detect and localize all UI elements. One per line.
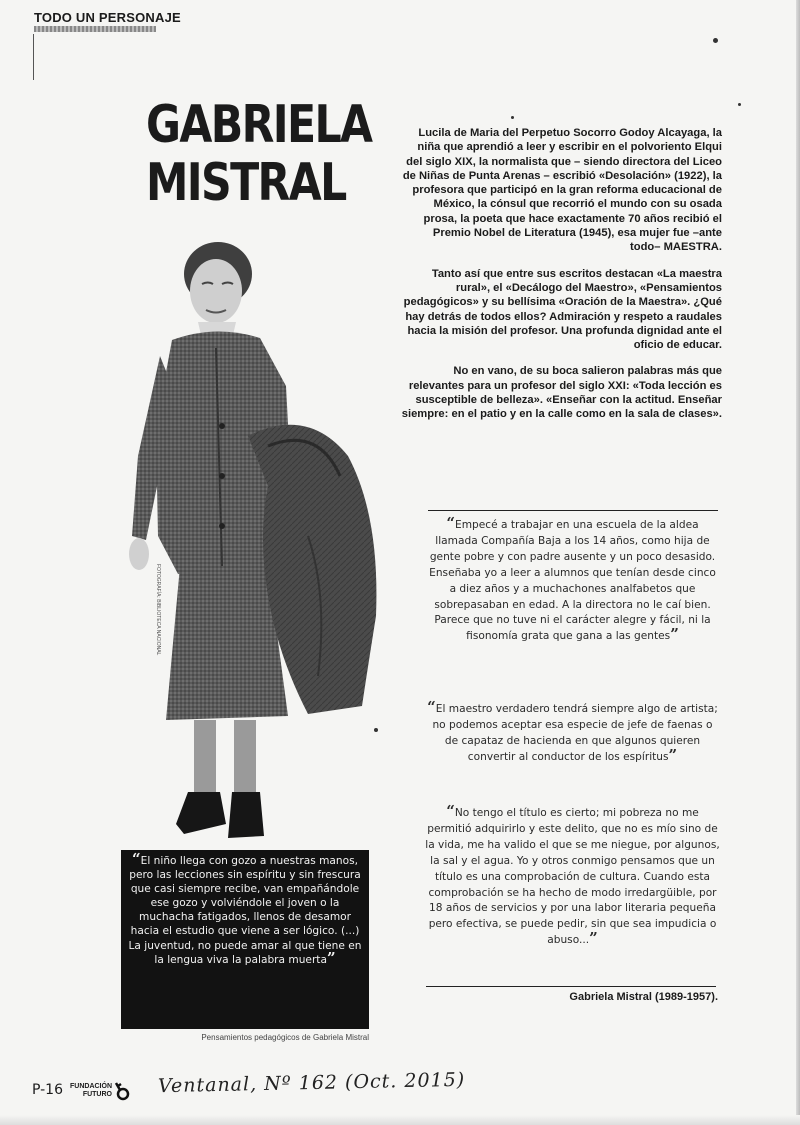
title-line-2: MISTRAL: [146, 153, 346, 213]
quotes-top-rule: [428, 510, 718, 511]
portrait-photo: [118, 236, 403, 844]
pull-quote-box: [121, 850, 369, 1029]
open-quote-mark: “: [446, 802, 455, 820]
open-quote-mark: “: [446, 514, 456, 532]
quote-2-text: El maestro verdadero tendrá siempre algo de artista; no podemos aceptar esa especie de jefe de faenas o de capataz de hacienda en que algunos quieren convertir al conductor de los espíritus: [432, 703, 718, 763]
photo-credit: FOTOGRAFÍA: BIBLIOTECA NACIONAL: [155, 564, 161, 656]
open-quote-mark: “: [427, 698, 436, 716]
intro-text: [400, 126, 722, 434]
margin-rule: [33, 34, 34, 80]
quote-attribution: Gabriela Mistral (1989-1957).: [569, 991, 718, 1003]
section-label: TODO UN PERSONAJE: [34, 10, 181, 25]
key-icon: [114, 1081, 130, 1101]
intro-paragraph-1: Lucila de Maria del Perpetuo Socorro Godoy Alcayaga, la niña que aprendió a leer y escribir en el polvoriento Elqui del siglo XIX, la normalista que – siendo directora del Liceo de Niñas de Punta Arenas – escribió «Desolación» (1922), la profesora que participó en la gran reforma educacional de México, la cónsul que recorrió el mundo con su osada prosa, la poeta que hace exactamente 70 años recibió el Premio Nobel de Literatura (1945), esa mujer fue –ante todo– MAESTRA.: [402, 127, 722, 254]
pull-quote-caption: Pensamientos pedagógicos de Gabriela Mistral: [201, 1033, 369, 1042]
intro-paragraph-2: Tanto así que entre sus escritos destacan «La maestra rural», el «Decálogo del Maestro», «Pensamientos pedagógicos» y su bellísima «Oración de la Maestra». ¿Qué hay detrás de todos ellos? Admiración y respeto a raudales hacia la misión del profesor. Una profunda dignidad ante el oficio de educar.: [403, 267, 722, 352]
quote-1: [425, 514, 720, 645]
title-line-1: GABRIELA: [146, 95, 372, 155]
page-number: P-16: [32, 1082, 64, 1098]
fundacion-futuro-logo: [66, 1079, 130, 1103]
pull-quote-text: El niño llega con gozo a nuestras manos, pero las lecciones sin espíritu y sin frescura que casi siempre recibe, van empañándole ese gozo y volviéndole el joven o la muchacha fatigados, llenos de desamor hacia el estudio que viene a ser lógico. (...) La juventud, no puede amar al que tiene en la lengua viva la palabra muerta: [128, 855, 362, 966]
close-quote-mark: ”: [589, 929, 598, 948]
scan-speck: [374, 728, 378, 732]
section-label-underline: [34, 26, 156, 32]
scan-edge-shadow: [796, 0, 800, 1125]
scan-speck: [713, 38, 718, 43]
quote-3-text: No tengo el título es cierto; mi pobreza no me permitió adquirirlo y este delito, que no es mío sino de la vida, me ha valido el que se me niegue, por algunos, la sal y el agua. Yo y otros conmigo pensamos que un título es una comprobación de cultura. Cuando esta comprobación se ha hecho de modo irredargüible, por 18 años de servicios y por una labor literaria pequeña pero efectiva, se puede pedir, sin que sea impudicia o abuso...: [425, 807, 720, 947]
quotes-bottom-rule: [426, 986, 716, 987]
scan-bottom-shadow: [0, 1115, 800, 1125]
intro-paragraph-3: No en vano, de su boca salieron palabras más que relevantes para un profesor del siglo XXI: «Toda lección es susceptible de belleza». «Enseñar con la actitud. Enseñar siempre: en el patio y en la calle como en la sala de clases».: [401, 365, 722, 421]
close-quote-mark: ”: [326, 948, 336, 967]
open-quote-mark: “: [132, 850, 141, 868]
quote-2: [425, 698, 720, 766]
article-title: [146, 95, 372, 213]
logo-line-2: FUTURO: [82, 1091, 112, 1098]
quote-1-text: Empecé a trabajar en una escuela de la aldea llamada Compañía Baja a los 14 años, como hija de gente pobre y con padre ausente y un poco desasido. Enseñaba yo a leer a alumnos que tenían desde cinco a diez años y a muchachones analfabetos que sobrepasaban en edad. A la directora no le caí bien. Parece que no tuve ni el carácter alegre y fácil, ni la fisonomía grata que gana a las gentes: [429, 519, 716, 643]
logo-line-1: FUNDACIÓN: [70, 1083, 112, 1090]
scan-speck: [511, 116, 514, 119]
close-quote-mark: ”: [668, 745, 678, 764]
scan-speck: [738, 103, 741, 106]
close-quote-mark: ”: [670, 625, 679, 644]
quote-3: [425, 802, 720, 949]
handwritten-note: Ventanal, Nº 162 (Oct. 2015): [157, 1068, 466, 1098]
